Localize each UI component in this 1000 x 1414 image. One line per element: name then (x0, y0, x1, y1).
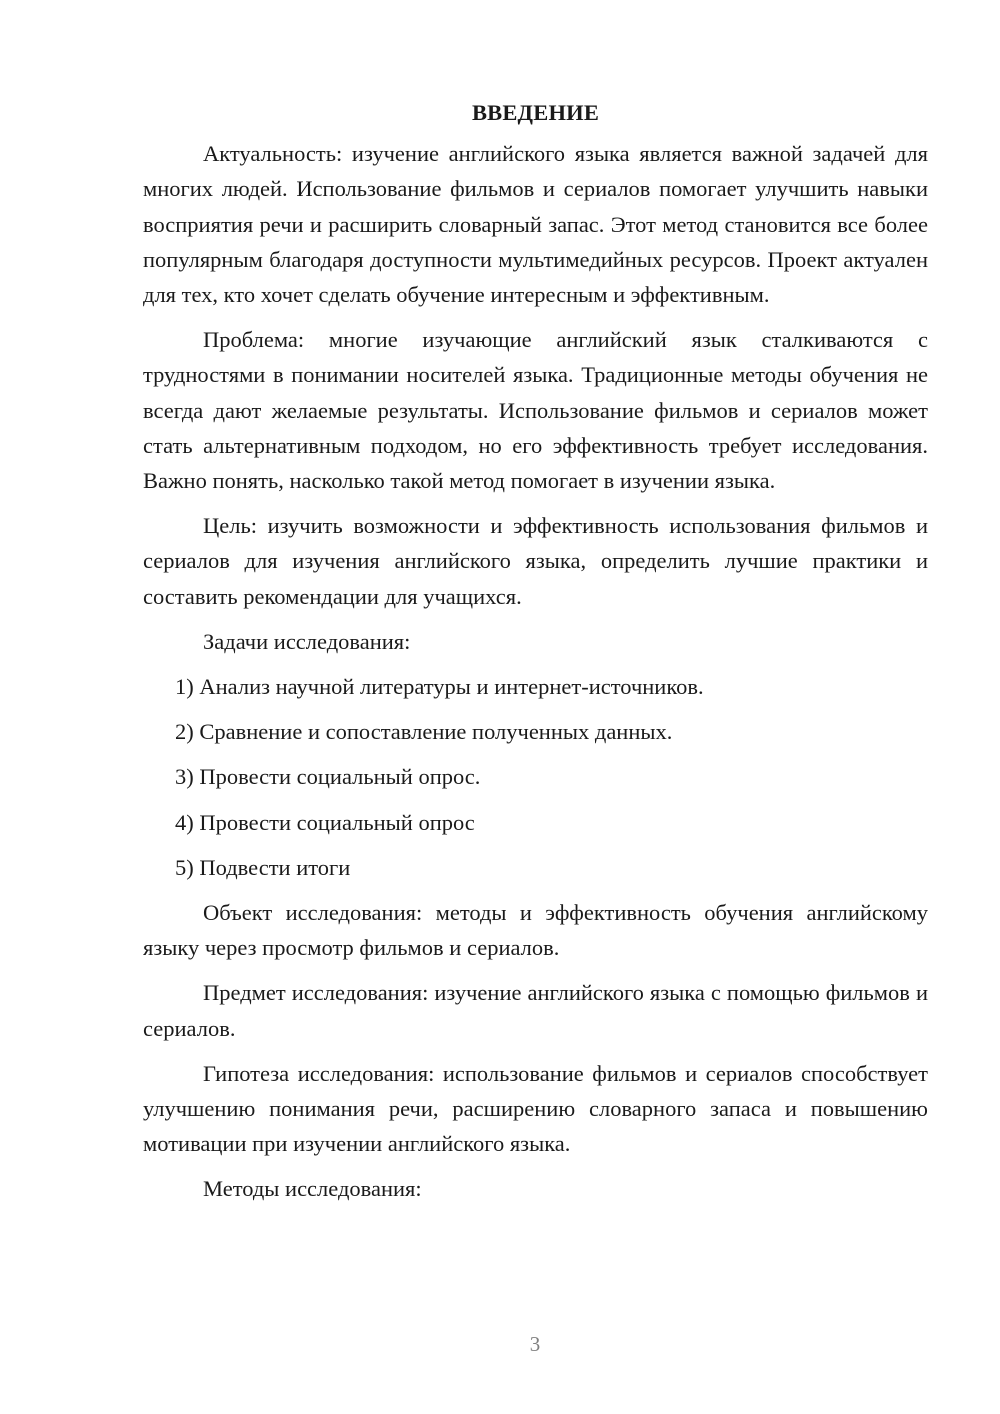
list-item: 4) Провести социальный опрос (175, 809, 475, 835)
tasks-heading: Задачи исследования: (203, 628, 411, 654)
list-item: 2) Сравнение и сопоставление полученных данных. (175, 719, 673, 745)
list-item: 3) Провести социальный опрос. (175, 764, 481, 790)
problem-paragraph: Проблема: многие изучающие английский язык сталкиваются с трудностями в понимании носителей языка. Традиционные методы обучения не всегда дают желаемые результаты. Использование фильмов и сериалов может стать альтернативным подходом, но его эффективность требует исследования. Важно понять, насколько такой метод помогает в изучении языка. (143, 327, 928, 494)
tasks-list (143, 669, 928, 885)
methods-heading: Методы исследования: (203, 1176, 422, 1202)
list-item: 1) Анализ научной литературы и интернет-источников. (175, 674, 704, 700)
subject-paragraph: Предмет исследования: изучение английского языка с помощью фильмов и сериалов. (143, 980, 928, 1041)
section-title: ВВЕДЕНИЕ (471, 100, 600, 125)
list-item: 5) Подвести итоги (175, 854, 351, 880)
relevance-paragraph: Актуальность: изучение английского языка является важной задачей для многих людей. Использование фильмов и сериалов помогает улучшить навыки восприятия речи и расширить словарный запас. Этот метод становится все более популярным благодаря доступности мультимедийных ресурсов. Проект актуален для тех, кто хочет сделать обучение интересным и эффективным. (143, 141, 928, 308)
document-page (143, 95, 928, 1217)
object-paragraph: Объект исследования: методы и эффективность обучения английскому языку через просмотр фильмов и сериалов. (143, 900, 928, 961)
hypothesis-paragraph: Гипотеза исследования: использование фильмов и сериалов способствует улучшению понимания речи, расширению словарного запаса и повышению мотивации при изучении английского языка. (143, 1060, 928, 1157)
page-number: 3 (529, 1332, 541, 1356)
goal-paragraph: Цель: изучить возможности и эффективность использования фильмов и сериалов для изучения английского языка, определить лучшие практики и составить рекомендации для учащихся. (143, 513, 928, 609)
